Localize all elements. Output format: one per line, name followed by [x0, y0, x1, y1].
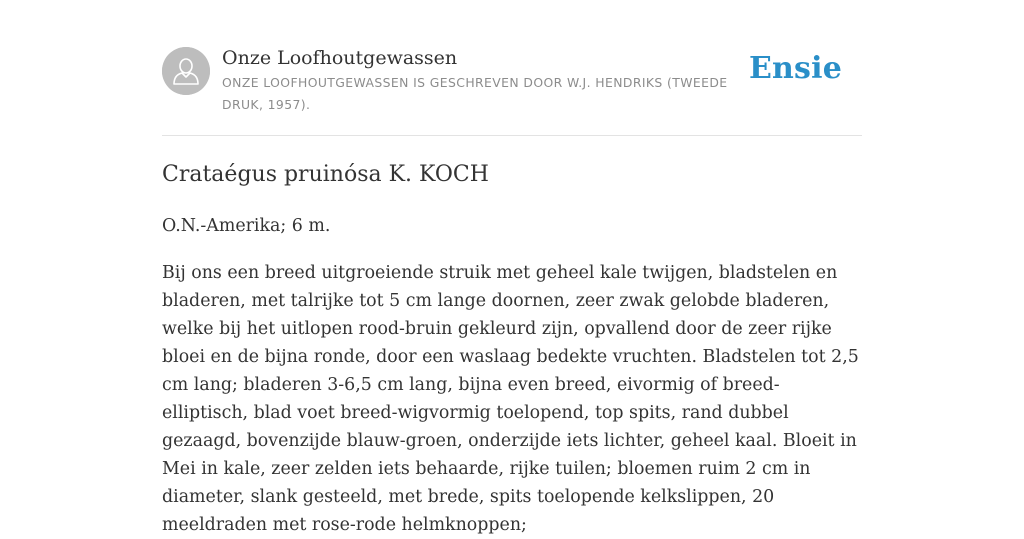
- entry-origin: O.N.-Amerika; 6 m.: [162, 216, 331, 236]
- source-title[interactable]: Onze Loofhoutgewassen: [222, 47, 458, 69]
- source-header: [162, 0, 862, 136]
- source-subtitle: ONZE LOOFHOUTGEWASSEN IS GESCHREVEN DOOR W.J. HENDRIKS (TWEEDE DRUK, 1957).: [222, 75, 728, 112]
- ensie-logo[interactable]: Ensie: [748, 51, 842, 86]
- user-avatar-icon[interactable]: [162, 47, 210, 95]
- page-container: [162, 0, 862, 535]
- entry-body: Bij ons een breed uitgroeiende struik met geheel kale twijgen, bladstelen en bladeren, met talrijke tot 5 cm lange doornen, zeer zwak gelobde bladeren, welke bij het uitlopen rood-bruin gekleurd zijn, opvallend door de zeer rijke bloei en de bijna ronde, door een waslaag bedekte vruchten. Bladstelen tot 2,5 cm lang; bladeren 3-6,5 cm lang, bijna even breed, eivormig of breed-elliptisch, blad voet breed-wigvormig toelopend, top spits, rand dubbel gezaagd, bovenzijde blauw-groen, onderzijde iets lichter, geheel kaal. Bloeit in Mei in kale, zeer zelden iets behaarde, rijke tuilen; bloemen ruim 2 cm in diameter, slank gesteeld, met brede, spits toelopende kelkslippen, 20 meeldraden met rose-rode helmknoppen;: [162, 263, 859, 535]
- entry-title: Crataégus pruinósa K. KOCH: [162, 162, 489, 187]
- source-info: [222, 45, 752, 116]
